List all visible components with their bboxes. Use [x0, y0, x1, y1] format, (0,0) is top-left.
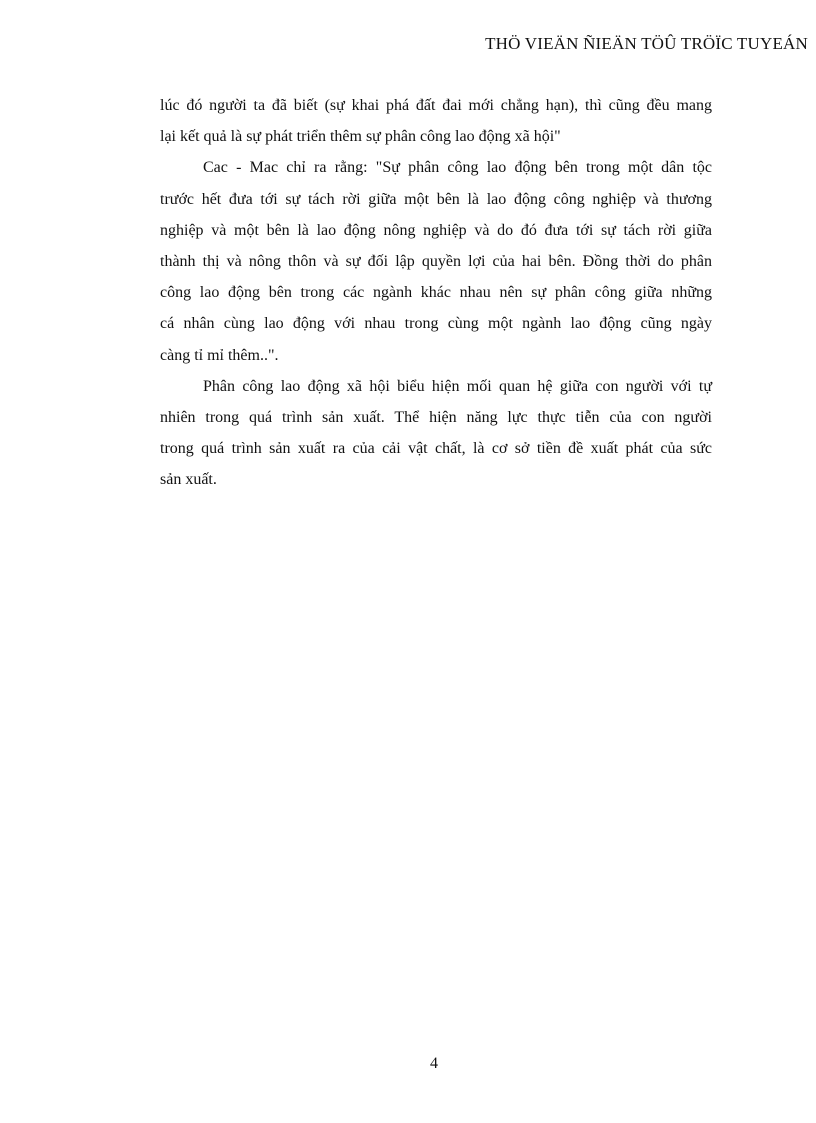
text-line: lúc đó người ta đã biết (sự khai phá đất đai mới chẳng hạn), thì cũng đều mang: [160, 97, 712, 114]
text-line: Phân công lao động xã hội biểu hiện mối quan hệ giữa con người với tự: [203, 377, 712, 395]
text-line: công lao động bên trong các ngành khác nhau nên sự phân công giữa những: [160, 284, 712, 302]
text-line: nghiệp và một bên là lao động nông nghiệp và do đó đưa tới sự tách rời giữa: [160, 221, 712, 239]
document-body: [160, 90, 712, 495]
text-line: trước hết đưa tới sự tách rời giữa một bên là lao động công nghiệp và thương: [160, 190, 712, 208]
text-line: thành thị và nông thôn và sự đối lập quyền lợi của hai bên. Đồng thời do phân: [160, 252, 712, 270]
text-line: càng tỉ mỉ thêm..".: [160, 346, 279, 364]
page-number: 4: [430, 1055, 438, 1072]
text-line: trong quá trình sản xuất ra của cải vật chất, là cơ sở tiền đề xuất phát của sức: [160, 440, 712, 458]
running-header-title: THÖ VIEÄN ÑIEÄN TÖÛ TRÖÏC TUYEÁN: [485, 34, 808, 53]
text-line: cá nhân cùng lao động với nhau trong cùng một ngành lao động cũng ngày: [160, 315, 712, 333]
text-line: sản xuất.: [160, 471, 217, 489]
text-line: nhiên trong quá trình sản xuất. Thể hiện năng lực thực tiễn của con người: [160, 408, 712, 426]
text-line: Cac - Mac chỉ ra rằng: "Sự phân công lao động bên trong một dân tộc: [203, 159, 712, 177]
paragraph-1: [160, 90, 712, 152]
text-line: lại kết quả là sự phát triển thêm sự phân công lao động xã hội": [160, 128, 561, 146]
paragraph-3: [160, 371, 712, 496]
paragraph-2: [160, 152, 712, 370]
